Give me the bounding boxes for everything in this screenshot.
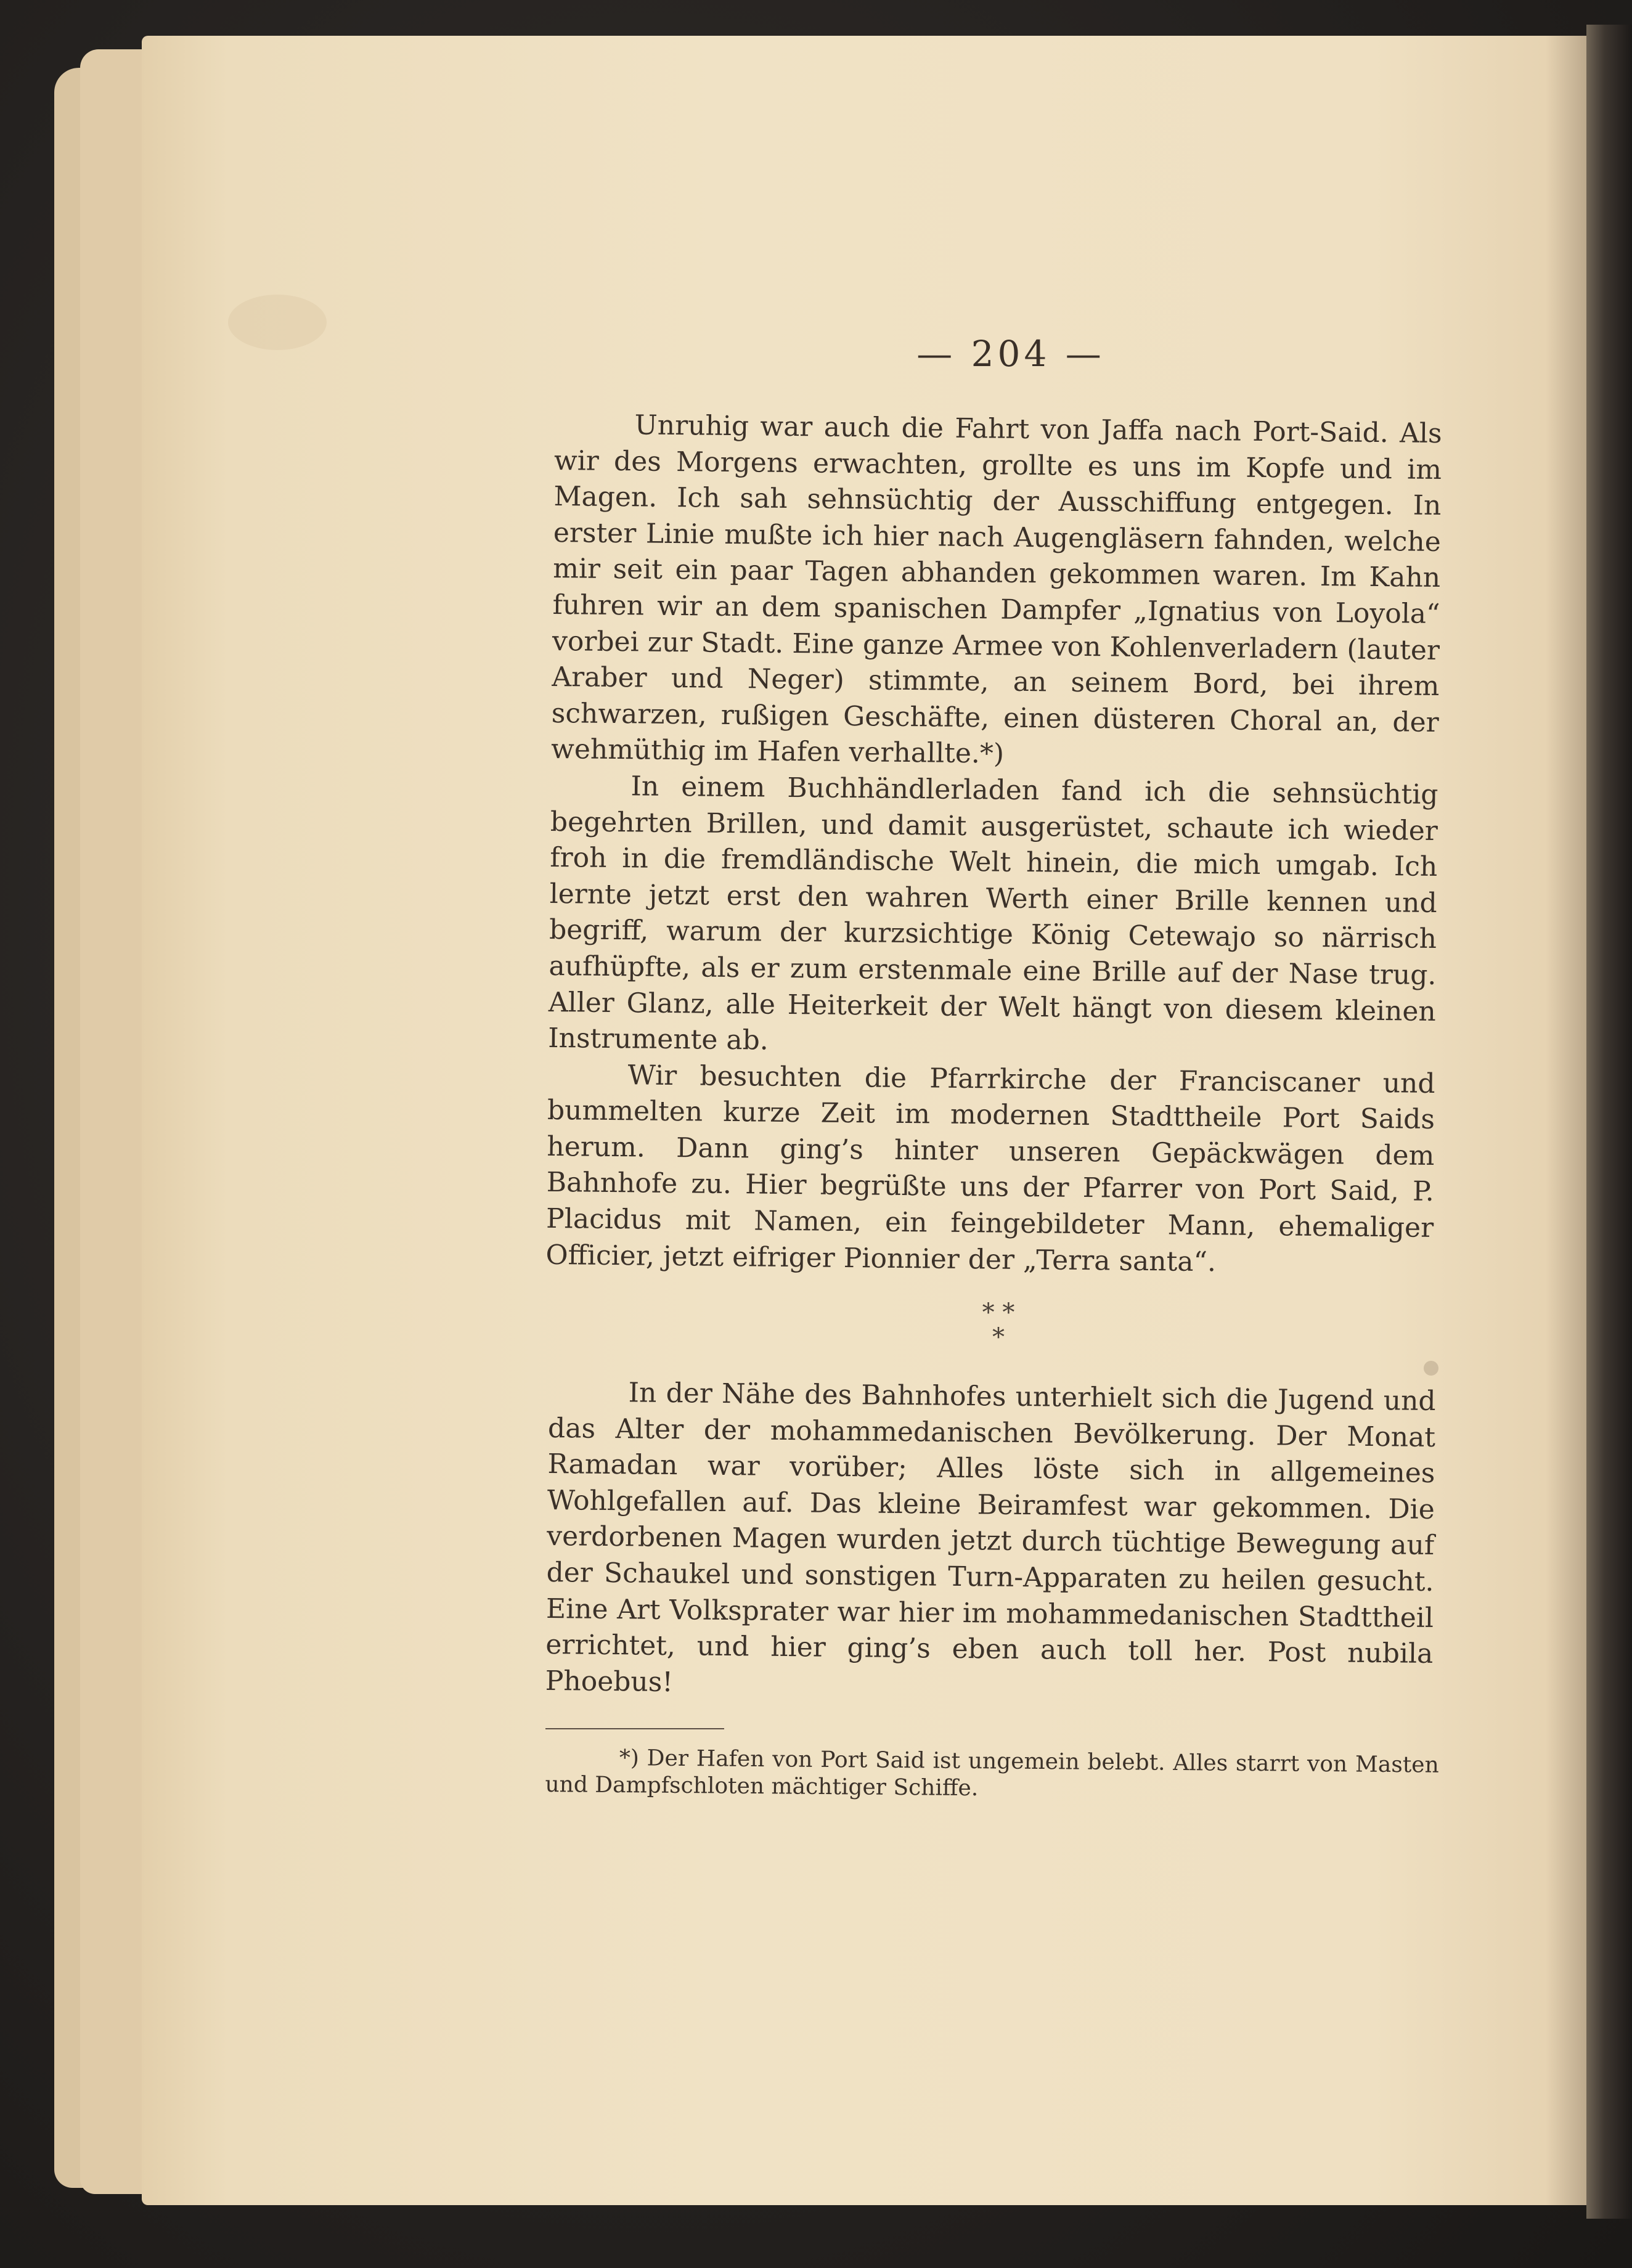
separator-stars-bottom: *	[992, 1323, 1005, 1352]
paragraph-4: In der Nähe des Bahnhofes unterhielt sich die Jugend und das Alter der mohammedanischen Bevölkerung. Der Monat Ramadan war vorüber; Alles löste sich in allgemeines Wohlgefallen auf. Das kleine Beiramfest war gekommen. Die verdorbenen Magen wurden jetzt durch tüchtige Bewegung auf der Schaukel und sonstigen Turn-Apparaten zu heilen gesucht. Eine Art Volksprater war hier im mohammedanischen Stadttheil errichtet, und hier ging’s eben auch toll her. Post nubila Phoebus!	[545, 1377, 1436, 1698]
paper-stain	[228, 295, 327, 350]
book-gutter	[1586, 25, 1632, 2219]
page-number: — 204 —	[916, 333, 1105, 375]
main-text-continued	[545, 1374, 1435, 1708]
separator-stars-top: * *	[982, 1299, 1015, 1327]
footnote: *) Der Hafen von Port Said ist ungemein belebt. Alles starrt von Masten und Dampfschloten mächtiger Schiffe.	[545, 1745, 1439, 1801]
section-separator	[912, 1300, 1085, 1350]
main-text	[545, 407, 1442, 1283]
paragraph-2: In einem Buchhändlerladen fand ich die sehnsüchtig begehrten Brillen, und damit ausgerüstet, schaute ich wieder froh in die fremdländische Welt hinein, die mich umgab. Ich lernte jetzt erst den wahren Werth einer Brille kennen und begriff, warum der kurzsichtige König Cetewajo so närrisch aufhüpfte, als er zum erstenmale eine Brille auf der Nase trug. Aller Glanz, alle Heiterkeit der Welt hängt von diesem kleinen Instrumente ab.	[548, 770, 1438, 1056]
paragraph-1: Unruhig war auch die Fahrt von Jaffa nach Port-Said. Als wir des Morgens erwachten, grollte es uns im Kopfe und im Magen. Ich sah sehnsüchtig der Ausschiffung entgegen. In erster Linie mußte ich hier nach Augengläsern fahnden, welche mir seit ein paar Tagen abhanden gekommen waren. Im Kahn fuhren wir an dem spanischen Dampfer „Ignatius von Loyola“ vorbei zur Stadt. Eine ganze Armee von Kohlenverladern (lauter Araber und Neger) stimmte, an seinem Bord, bei ihrem schwarzen, rußigen Geschäfte, einen düsteren Choral an, der wehmüthig im Hafen verhallte.*)	[550, 409, 1442, 770]
paragraph-3: Wir besuchten die Pfarrkirche der Franciscaner und bummelten kurze Zeit im modernen Stadttheile Port Saids herum. Dann ging’s hinter unseren Gepäckwägen dem Bahnhofe zu. Hier begrüßte uns der Pfarrer von Port Said, P. Placidus mit Namen, ein feingebildeter Mann, ehemaliger Officier, jetzt eifriger Pionnier der „Terra santa“.	[545, 1059, 1435, 1278]
footnote-divider	[545, 1728, 724, 1729]
paper-speck	[1424, 1361, 1438, 1376]
